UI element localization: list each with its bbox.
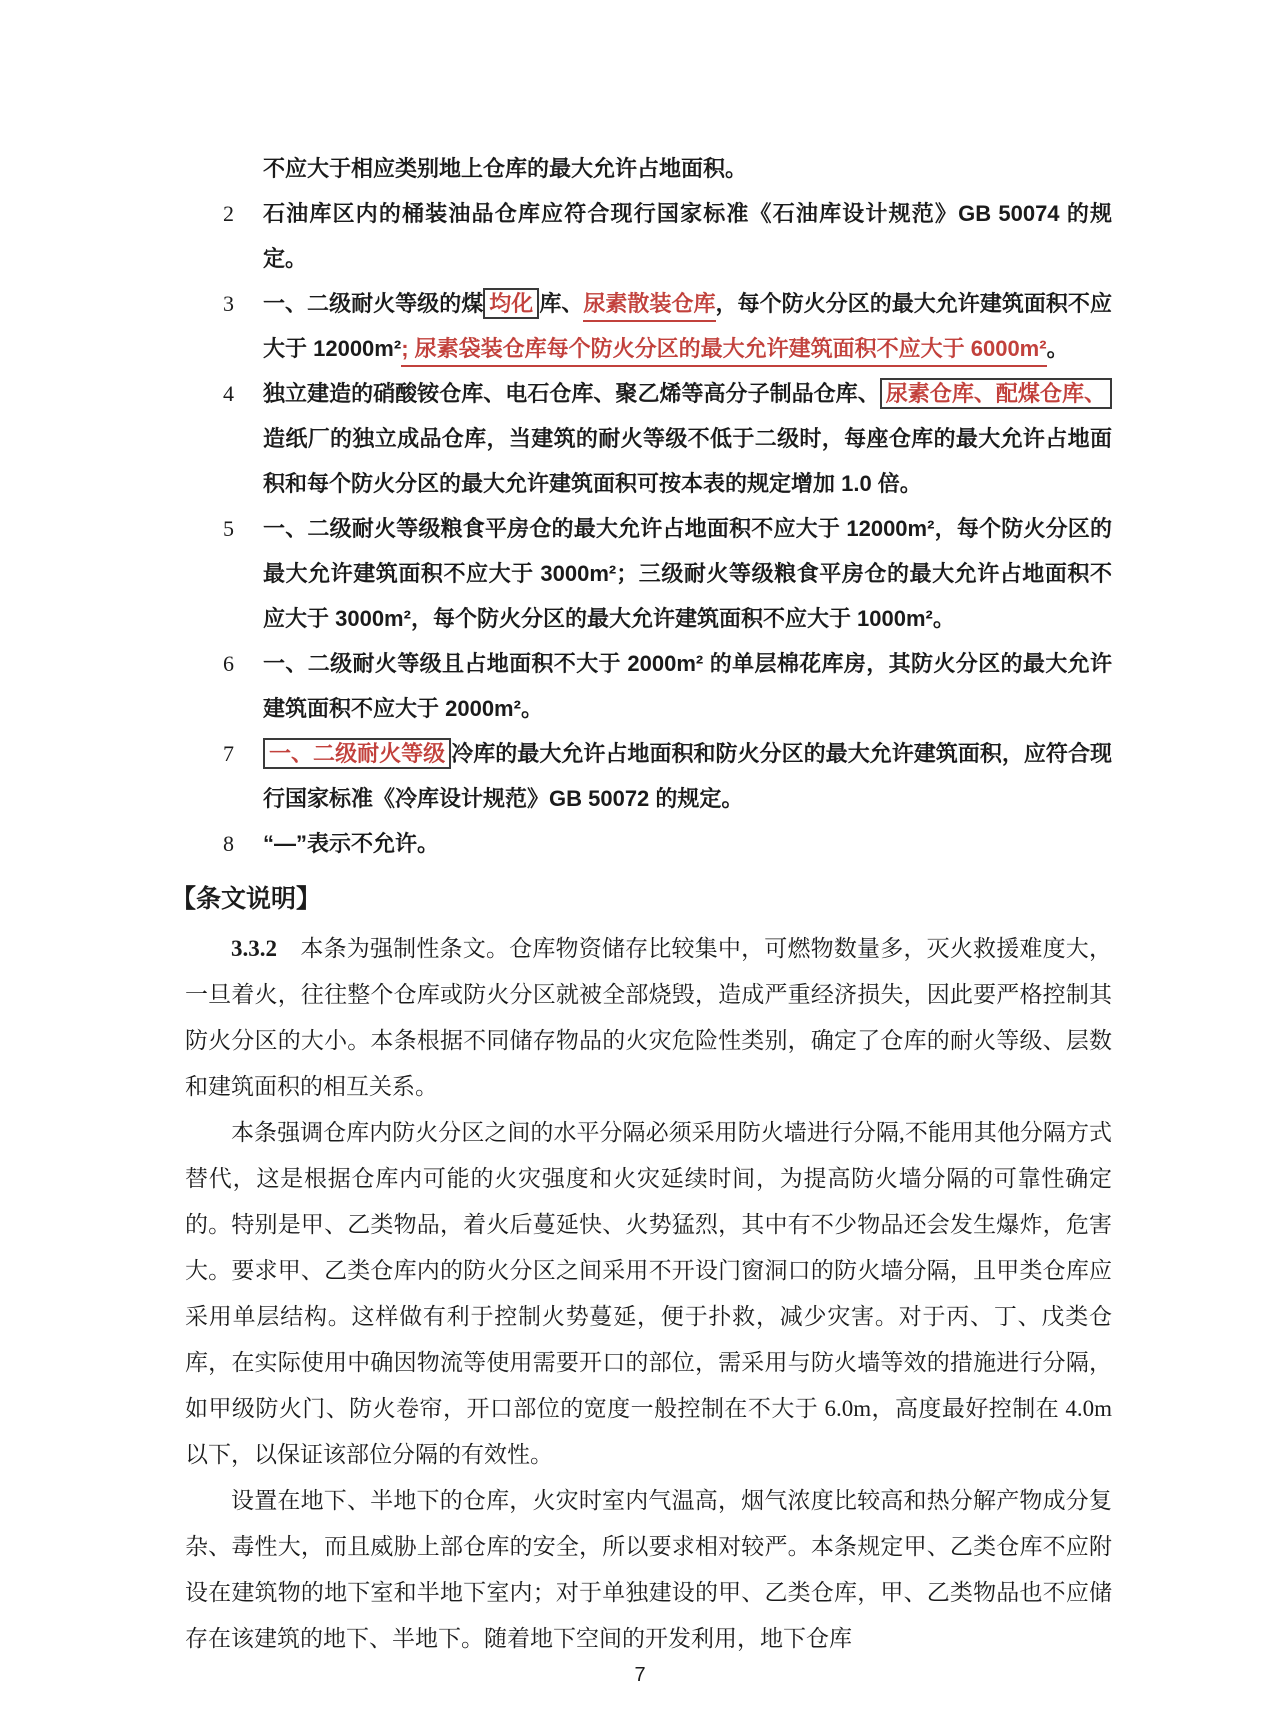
note-text: 一、二级耐火等级且占地面积不大于 2000m² 的单层棉花库房，其防火分区的最大允许建筑面积不应大于 2000m²。	[263, 651, 1112, 721]
note-text: 一、二级耐火等级粮食平房仓的最大允许占地面积不应大于 12000m²，每个防火分区的最大允许建筑面积不应大于 3000m²；三级耐火等级粮食平房仓的最大允许占地面积不应大于 3000m²，每个防火分区的最大允许建筑面积不应大于 1000m²。	[263, 516, 1112, 631]
explanation-paragraphs	[185, 926, 1118, 1662]
note-text: ，每个防火分区的最大允许建筑面积不应大于 12000m²	[263, 291, 1112, 361]
note-item-3	[185, 281, 1112, 371]
note-text: 不应大于相应类别地上仓库的最大允许占地面积。	[263, 156, 748, 181]
page-content	[171, 146, 1118, 1662]
revision-boxed-text: 一、二级耐火等级	[263, 738, 451, 769]
note-number: 6	[223, 651, 234, 676]
note-item-8	[185, 821, 1112, 866]
revision-boxed-text: 均化	[483, 288, 539, 319]
note-text: 库、	[539, 291, 584, 316]
revision-underlined-text: 尿素散装仓库	[583, 291, 715, 322]
page-number: 7	[634, 1664, 646, 1686]
note-item-2	[185, 191, 1112, 281]
note-item-continuation	[185, 146, 1112, 191]
explanation-paragraph	[185, 1110, 1118, 1478]
explanation-paragraph	[185, 926, 1112, 1110]
revision-boxed-text: 尿素仓库、配煤仓库、	[880, 378, 1112, 409]
note-text: 冷库的最大允许占地面积和防火分区的最大允许建筑面积，应符合现行国家标准《冷库设计规范》GB 50072 的规定。	[263, 741, 1112, 811]
notes-list	[185, 146, 1112, 866]
note-number: 7	[223, 741, 234, 766]
note-item-4	[185, 371, 1112, 506]
note-text: 独立建造的硝酸铵仓库、电石仓库、聚乙烯等高分子制品仓库、	[263, 381, 880, 406]
explanation-section	[171, 882, 1118, 1662]
note-item-5	[185, 506, 1112, 641]
note-number: 3	[223, 291, 234, 316]
paragraph-text: 本条强调仓库内防火分区之间的水平分隔必须采用防火墙进行分隔,不能用其他分隔方式替代，这是根据仓库内可能的火灾强度和火灾延续时间，为提高防火墙分隔的可靠性确定的。特别是甲、乙类物品，着火后蔓延快、火势猛烈，其中有不少物品还会发生爆炸，危害大。要求甲、乙类仓库内的防火分区之间采用不开设门窗洞口的防火墙分隔，且甲类仓库应采用单层结构。这样做有利于控制火势蔓延，便于扑救，减少灾害。对于丙、丁、戊类仓库，在实际使用中确因物流等使用需要开口的部位，需采用与防火墙等效的措施进行分隔，如甲级防火门、防火卷帘，开口部位的宽度一般控制在不大于 6.0m，高度最好控制在 4.0m 以下，以保证该部位分隔的有效性。	[185, 1120, 1118, 1467]
explanation-paragraph	[185, 1478, 1112, 1662]
explanation-heading: 【条文说明】	[171, 885, 322, 913]
note-text: 。	[1046, 336, 1069, 361]
note-text: 造纸厂的独立成品仓库，当建筑的耐火等级不低于二级时，每座仓库的最大允许占地面积和每个防火分区的最大允许建筑面积可按本表的规定增加 1.0 倍。	[263, 426, 1112, 496]
note-item-6	[185, 641, 1112, 731]
note-number: 5	[223, 516, 234, 541]
note-number: 2	[223, 201, 234, 226]
note-text: 石油库区内的桶装油品仓库应符合现行国家标准《石油库设计规范》GB 50074 的规定。	[263, 201, 1112, 271]
paragraph-text: 设置在地下、半地下的仓库，火灾时室内气温高，烟气浓度比较高和热分解产物成分复杂、毒性大，而且威胁上部仓库的安全，所以要求相对较严。本条规定甲、乙类仓库不应附设在建筑物的地下室和半地下室内；对于单独建设的甲、乙类仓库，甲、乙类物品也不应储存在该建筑的地下、半地下。随着地下空间的开发利用，地下仓库	[185, 1488, 1112, 1651]
note-number: 4	[223, 381, 234, 406]
paragraph-text: 3.3.2	[231, 936, 277, 961]
note-number: 8	[223, 831, 234, 856]
note-text: “—”表示不允许。	[263, 831, 440, 856]
paragraph-text: 本条为强制性条文。仓库物资储存比较集中，可燃物数量多，灭火救援难度大，一旦着火，往往整个仓库或防火分区就被全部烧毁，造成严重经济损失，因此要严格控制其防火分区的大小。本条根据不同储存物品的火灾危险性类别，确定了仓库的耐火等级、层数和建筑面积的相互关系。	[185, 936, 1112, 1099]
revision-underlined-text: ; 尿素袋装仓库每个防火分区的最大允许建筑面积不应大于 6000m²	[401, 336, 1046, 367]
note-text: 一、二级耐火等级的煤	[263, 291, 484, 316]
note-item-7	[185, 731, 1112, 821]
